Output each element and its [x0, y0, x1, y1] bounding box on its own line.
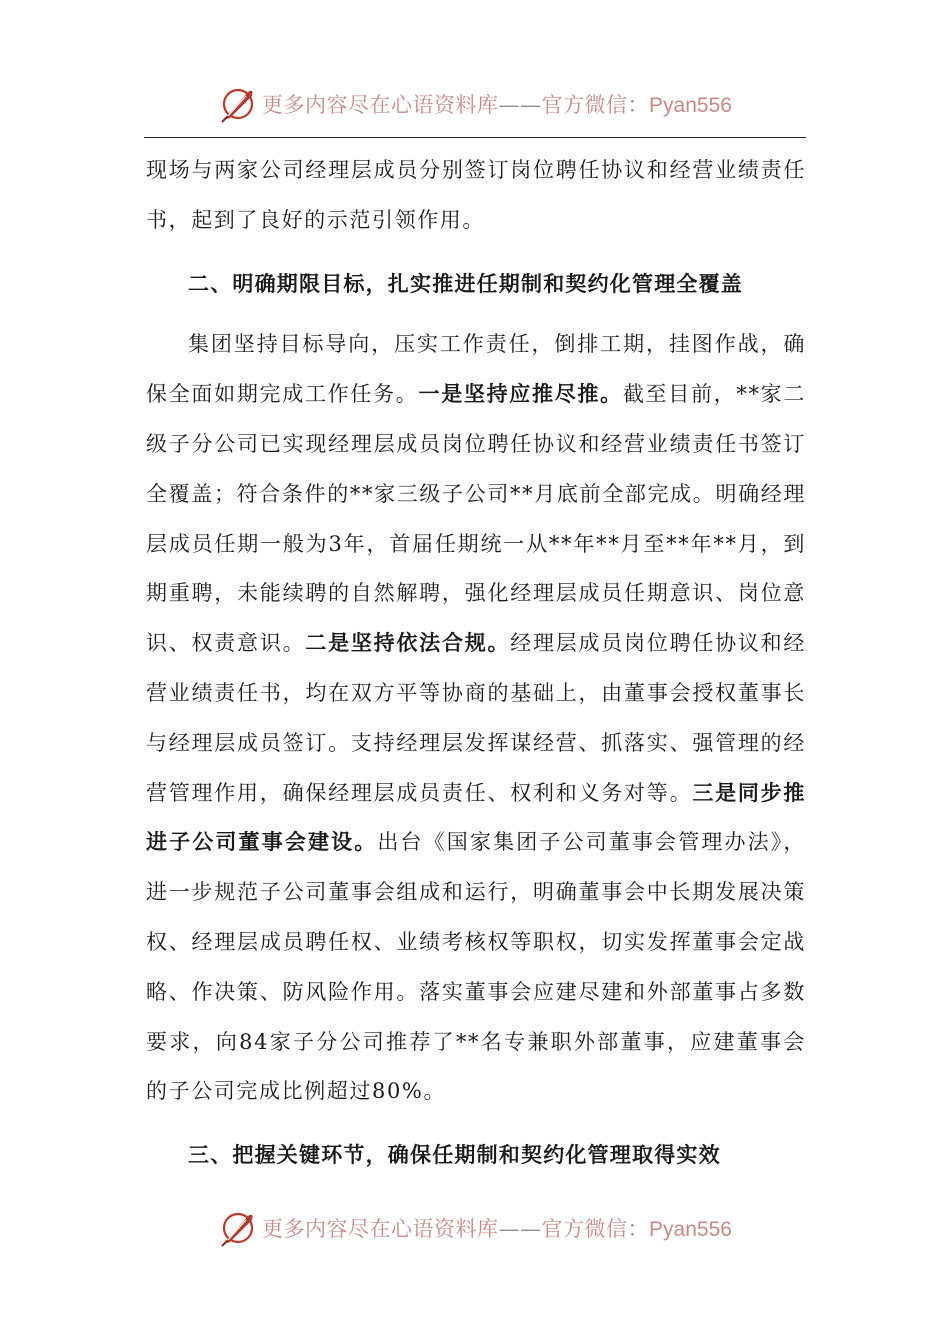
- bold-point-2: 二是坚持依法合规。: [305, 631, 511, 656]
- paragraph-continuation: 现场与两家公司经理层成员分别签订岗位聘任协议和经营业绩责任书，起到了良好的示范引领作用。: [146, 158, 806, 232]
- bold-point-1: 一是坚持应推尽推。: [418, 382, 623, 407]
- document-body: [146, 146, 806, 1180]
- section-heading-2: 二、明确期限目标，扎实推进任期制和契约化管理全覆盖: [188, 270, 743, 296]
- footer-banner-text: 更多内容尽在心语资料库——官方微信：Pyan556: [262, 1217, 732, 1241]
- header-divider: [144, 137, 806, 138]
- section-heading-3: 三、把握关键环节，确保任期制和契约化管理取得实效: [188, 1142, 721, 1168]
- footer-banner: [0, 1206, 950, 1250]
- quill-pen-logo-icon: [218, 1208, 258, 1248]
- header-banner: [0, 82, 950, 126]
- quill-pen-logo-icon: [218, 84, 258, 124]
- bold-point-3: 三是同步推进子公司董事会建设。: [146, 780, 806, 855]
- header-banner-text: 更多内容尽在心语资料库——官方微信：Pyan556: [262, 93, 732, 117]
- paragraph-section-2: 集团坚持目标导向，压实工作责任，倒排工期，挂图作战，确保全面如期完成工作任务。一是坚持应推尽推。截至目前，**家二级子分公司已实现经理层成员岗位聘任协议和经营业绩责任书签订全覆盖；符合条件的**家三级子公司**月底前全部完成。明确经理层成员任期一般为3年，首届任期统一从**年**月至**年**月，到期重聘，未能续聘的自然解聘，强化经理层成员任期意识、岗位意识、权责意识。二是坚持依法合规。经理层成员岗位聘任协议和经营业绩责任书，均在双方平等协商的基础上，由董事会授权董事长与经理层成员签订。支持经理层发挥谋经营、抓落实、强管理的经营管理作用，确保经理层成员责任、权利和义务对等。三是同步推进子公司董事会建设。出台《国家集团子公司董事会管理办法》，进一步规范子公司董事会组成和运行，明确董事会中长期发展决策权、经理层成员聘任权、业绩考核权等职权，切实发挥董事会定战略、作决策、防风险作用。落实董事会应建尽建和外部董事占多数要求，向84家子分公司推荐了**名专兼职外部董事，应建董事会的子公司完成比例超过80%。: [146, 332, 806, 1104]
